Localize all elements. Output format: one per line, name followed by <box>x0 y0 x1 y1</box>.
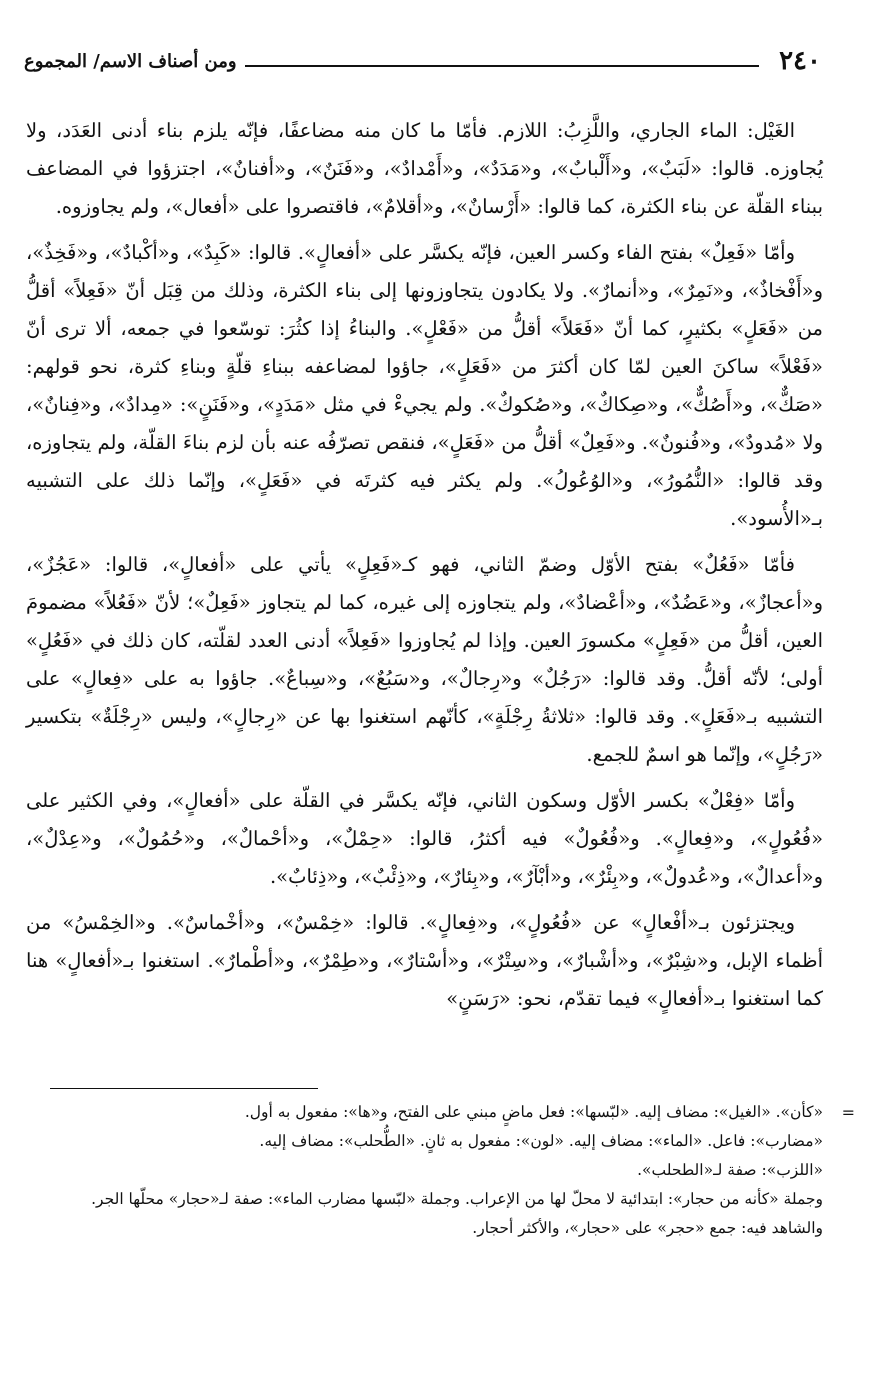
page-number: ٢٤٠ <box>779 46 821 76</box>
footnote-line: والشاهد فيه: جمع «حجر» على «حجار»، والأكثر أحجار. <box>472 1219 823 1237</box>
footnote-line: «مضارب»: فاعل. «الماء»: مضاف إليه. «لون»: مفعول به ثانٍ. «الطُّحلب»: مضاف إليه. <box>259 1132 823 1150</box>
paragraph: وأمّا «فَعِلٌ» بفتح الفاء وكسر العين، فإنّه يكسَّر على «أفعالٍ». قالوا: «كَبِدٌ»، و«أكْبادٌ»، و«فَخِذٌ»، و«أَفْخاذٌ»، و«نَمِرٌ»، و«أنمارٌ». ولا يكادون يتجاوزونها إلى بناء الكثرة، وذلك من قِبَل أنّ «فَعِلاً» أقلُّ من «فَعَلٍ» بكثيرٍ، كما أنّ «فَعَلاً» أقلُّ من «فَعْلٍ». والبناءُ إذا كثُرَ: توسّعوا في جمعه، ألا ترى أنّ «فَعْلاً» ساكنَ العين لمّا كان أكثرَ من «فَعَلٍ»، جاؤوا لمضاعفه ببناءِ قلّةٍ وبناءِ كثرة، نحو قولهم: «صَكٌّ»، و«أَصُكٌّ»، و«صِكاكٌ»، و«صُكوكٌ». ولم يجيءْ في مثل «مَدَدٍ»، و«فَنَنٍ»: «مِدادٌ»، و«فِنانٌ»، ولا «مُدودٌ»، و«فُنونٌ». و«فَعِلٌ» أقلُّ من «فَعَلٍ»، فنقص تصرّفُه عنه بأن لزم بناءَ القلّة، ولم يتجاوزه، وقد قالوا: «النُّمُورُ»، و«الوُعُولُ». ولم يكثر فيه كثرتَه في «فَعَلٍ»، وإنّما ذلك على التشبيه بـ«الأُسود». <box>26 241 823 530</box>
running-title: ومن أصناف الاسم/ المجموع <box>24 50 237 72</box>
paragraph: ويجتزئون بـ«أفْعالٍ» عن «فُعُولٍ»، و«فِعالٍ». قالوا: «خِمْسٌ»، و«أخْماسٌ». و«الخِمْسُ» من أظماء الإبل، و«شِبْرٌ»، و«أشْبارٌ»، و«سِتْرٌ»، و«أسْتارٌ»، و«طِمْرٌ»، و«أطْمارٌ». استغنوا بـ«أفعالٍ» هنا كما استغنوا بـ«أفعالٍ» فيما تقدّم، نحو: «رَسَنٍ» <box>26 911 823 1010</box>
paragraph: فأمّا «فَعُلٌ» بفتح الأوّل وضمّ الثاني، فهو كـ«فَعِلٍ» يأتي على «أفعالٍ»، قالوا: «عَجُزٌ»، و«أعجازٌ»، و«عَضُدٌ»، و«أعْضادٌ»، ولم يتجاوزه إلى غيره، كما لم يتجاوز «فَعِلٌ»؛ لأنّ «فَعُلاً» مضمومَ العين، أقلُّ من «فَعِلٍ» مكسورَ العين. وإذا لم يُجاوزوا «فَعِلاً» أدنى العدد لقلّته، كان ذلك في «فَعُلٍ» أولى؛ لأنّه أقلُّ. وقد قالوا: «رَجُلٌ» و«رِجالٌ»، و«سَبُعٌ»، و«سِباعٌ». جاؤوا به على «فِعالٍ» على التشبيه بـ«فَعَلٍ». وقد قالوا: «ثلاثةُ رِجْلَةٍ»، كأنّهم استغنوا بها عن «رِجالٍ»، وليس «رِجْلَةٌ» بتكسير «رَجُلٍ»، وإنّما هو اسمٌ للجمع. <box>26 553 823 766</box>
footnote-line-wrap <box>26 1098 855 1127</box>
paragraph: وأمّا «فِعْلٌ» بكسر الأوّل وسكون الثاني، فإنّه يكسَّر في القلّة على «أفعالٍ»، وفي الكثير على «فُعُولٍ»، و«فِعالٍ». و«فُعُولٌ» فيه أكثرُ، قالوا: «حِمْلٌ»، و«أحْمالٌ»، و«حُمُولٌ»، و«عِدْلٌ»، و«أعدالٌ»، و«عُدولٌ»، و«بِئْرٌ»، و«أبْآرٌ»، و«بِئارٌ»، و«ذِئْبٌ»، و«ذِئابٌ». <box>26 789 823 888</box>
footnotes <box>26 1098 855 1243</box>
header-rule <box>245 65 760 67</box>
footnote-line: «اللزب»: صفة لـ«الطحلب». <box>637 1161 823 1179</box>
footnote-continuation-marker: = <box>841 1103 855 1122</box>
main-text <box>26 112 823 1026</box>
paragraph: الغَيْل: الماء الجاري، واللَّزِبُ: اللازم. فأمّا ما كان منه مضاعفًا، فإنّه يلزم بناء أدنى العَدَد، ولا يُجاوزه. قالوا: «لَبَبٌ»، و«أَلْبابٌ»، و«مَدَدٌ»، و«أَمْدادٌ»، و«فَنَنٌ»، و«أفنانٌ»، اجتزؤوا في المضاعف ببناء القلّة عن بناء الكثرة، كما قالوا: «أَرْسانٌ»، و«أقلامٌ»، فاقتصروا على «أفعال»، ولم يجاوزوه. <box>26 119 823 218</box>
page-header <box>24 44 821 78</box>
footnote-separator <box>50 1088 318 1089</box>
footnote-line: وجملة «كأنه من حجار»: ابتدائية لا محلّ لها من الإعراب. وجملة «لبّسها مضارب الماء»: صفة لـ«حجار» محلّها الجر. <box>91 1190 823 1208</box>
footnote-line: «كأن». «الغيل»: مضاف إليه. «لبّسها»: فعل ماضٍ مبني على الفتح، و«ها»: مفعول به أول. <box>244 1103 823 1121</box>
